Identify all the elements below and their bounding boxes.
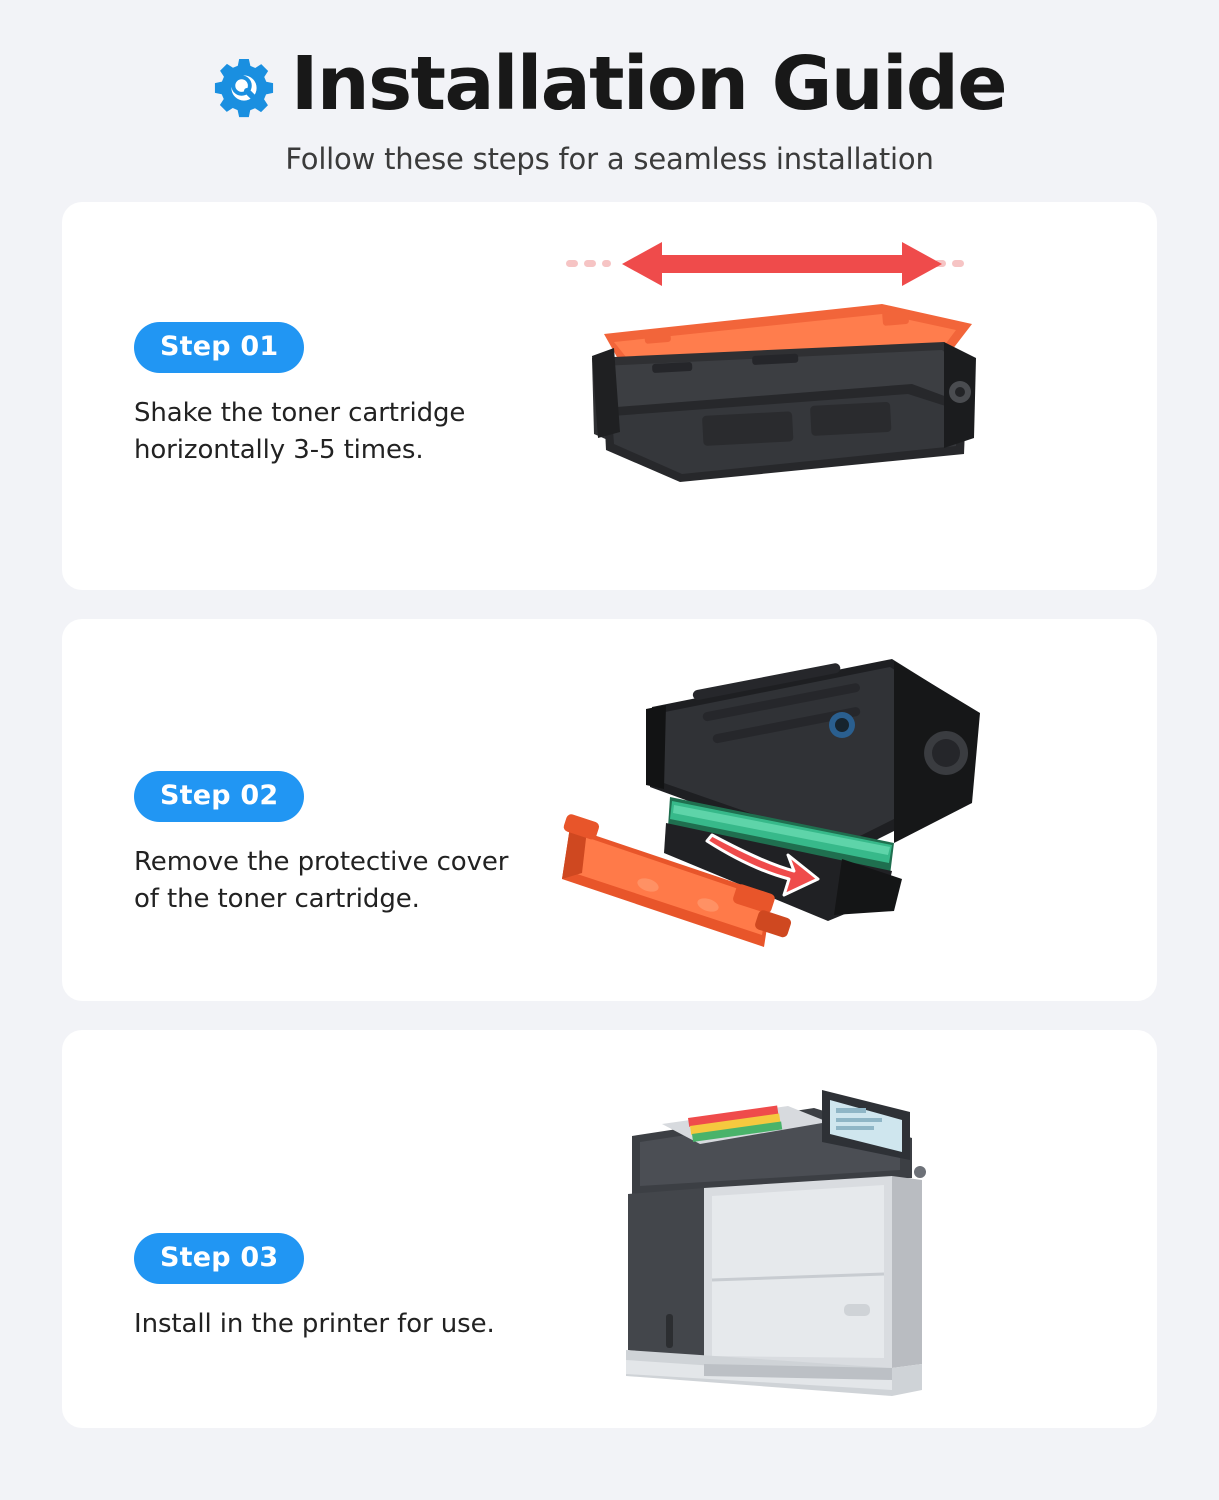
steps-list: [62, 202, 1157, 1428]
step-3-text-block: [62, 1113, 532, 1344]
step-2-text-block: [62, 701, 532, 919]
step-2-description: Remove the protective cover of the toner cartridge.: [134, 846, 509, 915]
step-1-badge: Step 01: [134, 322, 304, 373]
step-1-artwork: [532, 202, 1157, 590]
page-title: Installation Guide: [290, 41, 1007, 127]
page-subtitle: Follow these steps for a seamless installation: [285, 141, 934, 176]
step-2-artwork: [532, 619, 1157, 1001]
toner-cartridge-shake-illustration: [552, 238, 1012, 548]
step-2-badge: Step 02: [134, 771, 304, 822]
step-card-2: [62, 619, 1157, 1001]
gear-wrench-icon: [213, 57, 275, 119]
step-3-badge: Step 03: [134, 1233, 304, 1284]
laser-printer-illustration: [592, 1068, 962, 1398]
step-3-artwork: [532, 1030, 1157, 1428]
step-1-description: Shake the toner cartridge horizontally 3-5 times.: [134, 397, 466, 466]
step-card-1: [62, 202, 1157, 590]
step-3-description: Install in the printer for use.: [134, 1309, 495, 1340]
toner-cartridge-protective-cover-illustration: [542, 647, 1012, 977]
title-row: [62, 41, 1157, 127]
step-1-text-block: [62, 322, 532, 470]
page-header: [62, 41, 1157, 176]
step-card-3: [62, 1030, 1157, 1428]
